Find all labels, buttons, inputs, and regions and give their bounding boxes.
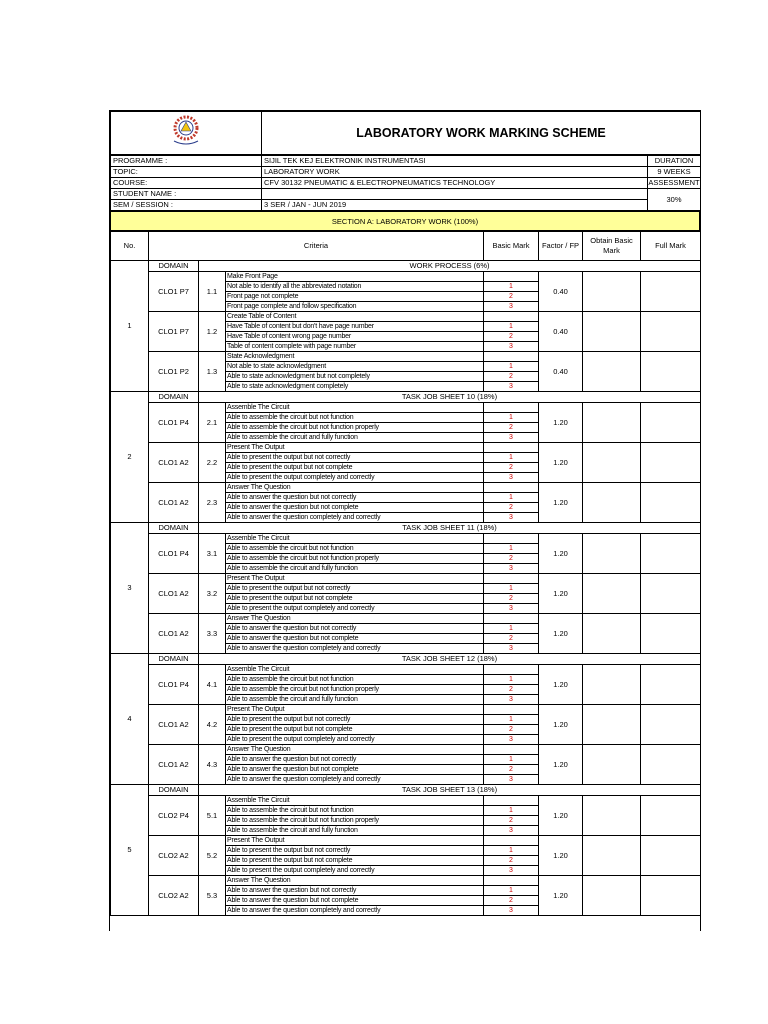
mark-blank	[484, 745, 539, 755]
factor-value: 1.20	[539, 403, 583, 443]
item-number: 5.1	[199, 796, 226, 836]
basic-mark: 1	[484, 886, 539, 896]
domain-title: TASK JOB SHEET 12 (18%)	[199, 654, 701, 665]
factor-value: 1.20	[539, 745, 583, 785]
basic-mark: 2	[484, 594, 539, 604]
info-row	[111, 189, 701, 200]
item-number: 4.1	[199, 665, 226, 705]
obtain-mark-cell[interactable]	[583, 312, 641, 352]
factor-value: 1.20	[539, 443, 583, 483]
criteria-text: Able to present the output but not correctly	[226, 715, 484, 725]
basic-mark: 3	[484, 604, 539, 614]
item-number: 5.3	[199, 876, 226, 916]
full-mark-cell[interactable]	[641, 272, 701, 312]
criteria-heading-row	[111, 352, 701, 362]
criteria-heading: Assemble The Circuit	[226, 534, 484, 544]
criteria-text: Able to assemble the circuit but not function properly	[226, 816, 484, 826]
domain-row	[111, 392, 701, 403]
basic-mark: 3	[484, 382, 539, 392]
criteria-text: Able to assemble the circuit but not function properly	[226, 685, 484, 695]
criteria-text: Able to answer the question but not complete	[226, 634, 484, 644]
criteria-heading: Answer The Question	[226, 745, 484, 755]
criteria-text: Able to present the output but not complete	[226, 725, 484, 735]
domain-title: TASK JOB SHEET 10 (18%)	[199, 392, 701, 403]
clo-code: CLO2 A2	[149, 876, 199, 916]
domain-label: DOMAIN	[149, 654, 199, 665]
item-number: 4.2	[199, 705, 226, 745]
domain-row	[111, 654, 701, 665]
full-mark-cell[interactable]	[641, 614, 701, 654]
clo-code: CLO1 P2	[149, 352, 199, 392]
full-mark-cell[interactable]	[641, 443, 701, 483]
info-label: SEM / SESSION :	[111, 200, 262, 211]
col-no: No.	[111, 232, 149, 261]
obtain-mark-cell[interactable]	[583, 403, 641, 443]
domain-title: WORK PROCESS (6%)	[199, 261, 701, 272]
factor-value: 1.20	[539, 534, 583, 574]
obtain-mark-cell[interactable]	[583, 665, 641, 705]
criteria-text: Able to answer the question completely and correctly	[226, 644, 484, 654]
assessment-value: 30%	[648, 189, 701, 211]
criteria-heading-row	[111, 665, 701, 675]
criteria-text: Able to state acknowledgment but not completely	[226, 372, 484, 382]
criteria-heading-row	[111, 745, 701, 755]
clo-code: CLO1 P4	[149, 403, 199, 443]
mark-blank	[484, 705, 539, 715]
basic-mark: 2	[484, 816, 539, 826]
logo-cell	[111, 112, 262, 155]
criteria-heading: State Acknowledgment	[226, 352, 484, 362]
domain-label: DOMAIN	[149, 392, 199, 403]
basic-mark: 3	[484, 826, 539, 836]
basic-mark: 3	[484, 775, 539, 785]
mark-blank	[484, 796, 539, 806]
basic-mark: 1	[484, 624, 539, 634]
criteria-heading: Answer The Question	[226, 614, 484, 624]
item-number: 2.1	[199, 403, 226, 443]
full-mark-cell[interactable]	[641, 574, 701, 614]
basic-mark: 1	[484, 846, 539, 856]
page-title: LABORATORY WORK MARKING SCHEME	[262, 112, 701, 155]
basic-mark: 2	[484, 685, 539, 695]
criteria-text: Able to assemble the circuit and fully function	[226, 433, 484, 443]
criteria-text: Able to present the output completely and correctly	[226, 866, 484, 876]
info-row	[111, 156, 701, 167]
criteria-text: Able to assemble the circuit but not function	[226, 544, 484, 554]
basic-mark: 3	[484, 564, 539, 574]
info-value: CFV 30132 PNEUMATIC & ELECTROPNEUMATICS TECHNOLOGY	[262, 178, 648, 189]
basic-mark: 1	[484, 675, 539, 685]
factor-value: 0.40	[539, 352, 583, 392]
basic-mark: 2	[484, 725, 539, 735]
mark-blank	[484, 665, 539, 675]
full-mark-cell[interactable]	[641, 312, 701, 352]
basic-mark: 3	[484, 906, 539, 916]
obtain-mark-cell[interactable]	[583, 876, 641, 916]
mark-blank	[484, 483, 539, 493]
col-obtain: Obtain Basic Mark	[583, 232, 641, 261]
full-mark-cell[interactable]	[641, 745, 701, 785]
factor-value: 1.20	[539, 876, 583, 916]
basic-mark: 2	[484, 634, 539, 644]
criteria-heading: Assemble The Circuit	[226, 665, 484, 675]
clo-code: CLO2 A2	[149, 836, 199, 876]
full-mark-cell[interactable]	[641, 796, 701, 836]
col-basic-mark: Basic Mark	[484, 232, 539, 261]
item-number: 2.2	[199, 443, 226, 483]
info-right: DURATION	[648, 156, 701, 167]
criteria-text: Able to assemble the circuit but not function	[226, 806, 484, 816]
group-number: 5	[111, 785, 149, 916]
factor-value: 1.20	[539, 796, 583, 836]
info-label: PROGRAMME :	[111, 156, 262, 167]
factor-value: 1.20	[539, 836, 583, 876]
basic-mark: 3	[484, 695, 539, 705]
obtain-mark-cell[interactable]	[583, 705, 641, 745]
domain-label: DOMAIN	[149, 261, 199, 272]
mark-blank	[484, 403, 539, 413]
basic-mark: 1	[484, 282, 539, 292]
mark-blank	[484, 272, 539, 282]
full-mark-cell[interactable]	[641, 534, 701, 574]
criteria-heading-row	[111, 403, 701, 413]
mark-blank	[484, 876, 539, 886]
factor-value: 0.40	[539, 272, 583, 312]
basic-mark: 2	[484, 554, 539, 564]
info-label: TOPIC:	[111, 167, 262, 178]
criteria-text: Able to answer the question completely and correctly	[226, 906, 484, 916]
info-right: 9 WEEKS	[648, 167, 701, 178]
item-number: 5.2	[199, 836, 226, 876]
mark-blank	[484, 312, 539, 322]
criteria-text: Front page not complete	[226, 292, 484, 302]
group-number: 3	[111, 523, 149, 654]
item-number: 3.2	[199, 574, 226, 614]
full-mark-cell[interactable]	[641, 876, 701, 916]
item-number: 4.3	[199, 745, 226, 785]
mark-blank	[484, 836, 539, 846]
criteria-text: Able to present the output but not complete	[226, 463, 484, 473]
basic-mark: 2	[484, 372, 539, 382]
marking-scheme-sheet	[109, 110, 701, 931]
info-right: ASSESSMENT	[648, 178, 700, 187]
mark-blank	[484, 443, 539, 453]
obtain-mark-cell[interactable]	[583, 272, 641, 312]
mark-blank	[484, 352, 539, 362]
criteria-text: Table of content complete with page number	[226, 342, 484, 352]
criteria-text: Able to present the output completely and correctly	[226, 473, 484, 483]
domain-title: TASK JOB SHEET 13 (18%)	[199, 785, 701, 796]
item-number: 1.1	[199, 272, 226, 312]
criteria-text: Able to answer the question but not complete	[226, 765, 484, 775]
criteria-text: Able to answer the question but not correctly	[226, 493, 484, 503]
basic-mark: 3	[484, 644, 539, 654]
clo-code: CLO1 A2	[149, 483, 199, 523]
factor-value: 0.40	[539, 312, 583, 352]
basic-mark: 1	[484, 584, 539, 594]
basic-mark: 2	[484, 856, 539, 866]
criteria-text: Able to answer the question but not complete	[226, 896, 484, 906]
clo-code: CLO1 A2	[149, 614, 199, 654]
criteria-text: Able to assemble the circuit and fully function	[226, 695, 484, 705]
criteria-text: Able to present the output but not correctly	[226, 453, 484, 463]
criteria-heading: Assemble The Circuit	[226, 796, 484, 806]
criteria-heading: Answer The Question	[226, 876, 484, 886]
info-table	[110, 155, 701, 211]
clo-code: CLO1 P7	[149, 312, 199, 352]
info-value	[262, 189, 648, 200]
domain-row	[111, 523, 701, 534]
clo-code: CLO1 P4	[149, 534, 199, 574]
full-mark-cell[interactable]	[641, 483, 701, 523]
criteria-text: Able to assemble the circuit but not function	[226, 675, 484, 685]
criteria-text: Able to answer the question but not correctly	[226, 624, 484, 634]
criteria-text: Able to assemble the circuit but not function	[226, 413, 484, 423]
criteria-text: Able to answer the question but not correctly	[226, 755, 484, 765]
basic-mark: 2	[484, 423, 539, 433]
basic-mark: 2	[484, 332, 539, 342]
criteria-text: Able to answer the question but not complete	[226, 503, 484, 513]
basic-mark: 2	[484, 896, 539, 906]
basic-mark: 1	[484, 715, 539, 725]
criteria-text: Able to present the output but not complete	[226, 856, 484, 866]
obtain-mark-cell[interactable]	[583, 443, 641, 483]
domain-row	[111, 261, 701, 272]
criteria-text: Able to answer the question but not correctly	[226, 886, 484, 896]
criteria-heading-row	[111, 836, 701, 846]
clo-code: CLO1 A2	[149, 705, 199, 745]
col-full-mark: Full Mark	[641, 232, 701, 261]
criteria-text: Able to assemble the circuit but not function properly	[226, 423, 484, 433]
basic-mark: 3	[484, 342, 539, 352]
criteria-heading: Make Front Page	[226, 272, 484, 282]
mark-blank	[484, 534, 539, 544]
criteria-text: Able to present the output but not complete	[226, 594, 484, 604]
basic-mark: 3	[484, 866, 539, 876]
factor-value: 1.20	[539, 665, 583, 705]
basic-mark: 3	[484, 513, 539, 523]
clo-code: CLO1 A2	[149, 574, 199, 614]
criteria-heading: Present The Output	[226, 443, 484, 453]
clo-code: CLO1 A2	[149, 443, 199, 483]
criteria-heading: Present The Output	[226, 574, 484, 584]
info-label: COURSE:	[111, 178, 262, 189]
obtain-mark-cell[interactable]	[583, 614, 641, 654]
basic-mark: 3	[484, 735, 539, 745]
basic-mark: 1	[484, 755, 539, 765]
criteria-text: Able to assemble the circuit and fully function	[226, 564, 484, 574]
obtain-mark-cell[interactable]	[583, 352, 641, 392]
info-row	[111, 167, 701, 178]
criteria-text: Have Table of content but don't have page number	[226, 322, 484, 332]
basic-mark: 2	[484, 765, 539, 775]
factor-value: 1.20	[539, 705, 583, 745]
item-number: 1.2	[199, 312, 226, 352]
info-row	[111, 178, 701, 189]
criteria-heading-row	[111, 796, 701, 806]
full-mark-cell[interactable]	[641, 665, 701, 705]
criteria-heading-row	[111, 574, 701, 584]
section-table	[110, 211, 700, 231]
item-number: 3.1	[199, 534, 226, 574]
info-value: LABORATORY WORK	[262, 167, 648, 178]
criteria-text: Not able to state acknowledgment	[226, 362, 484, 372]
criteria-heading-row	[111, 312, 701, 322]
info-value: 3 SER / JAN - JUN 2019	[262, 200, 648, 211]
basic-mark: 2	[484, 503, 539, 513]
header-table	[110, 111, 701, 155]
marking-table	[110, 231, 701, 916]
col-criteria: Criteria	[149, 232, 484, 261]
factor-value: 1.20	[539, 574, 583, 614]
factor-value: 1.20	[539, 614, 583, 654]
section-title: SECTION A: LABORATORY WORK (100%)	[111, 212, 700, 231]
info-row	[111, 200, 701, 211]
group-number: 4	[111, 654, 149, 785]
mark-blank	[484, 614, 539, 624]
domain-label: DOMAIN	[149, 523, 199, 534]
criteria-heading-row	[111, 443, 701, 453]
info-value: SIJIL TEK KEJ ELEKTRONIK INSTRUMENTASI	[262, 156, 648, 167]
basic-mark: 3	[484, 433, 539, 443]
item-number: 3.3	[199, 614, 226, 654]
criteria-heading-row	[111, 534, 701, 544]
criteria-text: Able to present the output but not correctly	[226, 846, 484, 856]
basic-mark: 1	[484, 806, 539, 816]
basic-mark: 1	[484, 322, 539, 332]
criteria-heading: Create Table of Content	[226, 312, 484, 322]
criteria-text: Have Table of content wrong page number	[226, 332, 484, 342]
clo-code: CLO2 P4	[149, 796, 199, 836]
basic-mark: 1	[484, 544, 539, 554]
obtain-mark-cell[interactable]	[583, 483, 641, 523]
basic-mark: 1	[484, 493, 539, 503]
col-factor: Factor / FP	[539, 232, 583, 261]
criteria-text: Able to present the output completely and correctly	[226, 604, 484, 614]
domain-title: TASK JOB SHEET 11 (18%)	[199, 523, 701, 534]
group-number: 2	[111, 392, 149, 523]
criteria-text: Not able to identify all the abbreviated notation	[226, 282, 484, 292]
criteria-text: Able to present the output completely and correctly	[226, 735, 484, 745]
criteria-text: Able to assemble the circuit and fully function	[226, 826, 484, 836]
item-number: 2.3	[199, 483, 226, 523]
basic-mark: 2	[484, 463, 539, 473]
criteria-heading-row	[111, 705, 701, 715]
obtain-mark-cell[interactable]	[583, 796, 641, 836]
criteria-text: Able to present the output but not correctly	[226, 584, 484, 594]
domain-row	[111, 785, 701, 796]
group-number: 1	[111, 261, 149, 392]
basic-mark: 3	[484, 473, 539, 483]
item-number: 1.3	[199, 352, 226, 392]
criteria-text: Able to assemble the circuit but not function properly	[226, 554, 484, 564]
criteria-heading-row	[111, 614, 701, 624]
criteria-heading: Assemble The Circuit	[226, 403, 484, 413]
basic-mark: 1	[484, 453, 539, 463]
factor-value: 1.20	[539, 483, 583, 523]
criteria-heading-row	[111, 483, 701, 493]
full-mark-cell[interactable]	[641, 352, 701, 392]
clo-code: CLO1 A2	[149, 745, 199, 785]
criteria-text: Able to state acknowledgment completely	[226, 382, 484, 392]
institution-logo-icon	[166, 114, 206, 148]
obtain-mark-cell[interactable]	[583, 534, 641, 574]
criteria-text: Able to answer the question completely and correctly	[226, 775, 484, 785]
full-mark-cell[interactable]	[641, 403, 701, 443]
obtain-mark-cell[interactable]	[583, 836, 641, 876]
criteria-heading: Answer The Question	[226, 483, 484, 493]
basic-mark: 1	[484, 362, 539, 372]
basic-mark: 3	[484, 302, 539, 312]
obtain-mark-cell[interactable]	[583, 574, 641, 614]
mark-blank	[484, 574, 539, 584]
full-mark-cell[interactable]	[641, 836, 701, 876]
basic-mark: 1	[484, 413, 539, 423]
full-mark-cell[interactable]	[641, 705, 701, 745]
criteria-text: Front page complete and follow specification	[226, 302, 484, 312]
criteria-heading: Present The Output	[226, 836, 484, 846]
domain-label: DOMAIN	[149, 785, 199, 796]
clo-code: CLO1 P4	[149, 665, 199, 705]
info-label: STUDENT NAME :	[111, 189, 262, 200]
basic-mark: 2	[484, 292, 539, 302]
criteria-heading-row	[111, 272, 701, 282]
clo-code: CLO1 P7	[149, 272, 199, 312]
criteria-heading: Present The Output	[226, 705, 484, 715]
criteria-heading-row	[111, 876, 701, 886]
criteria-text: Able to answer the question completely and correctly	[226, 513, 484, 523]
obtain-mark-cell[interactable]	[583, 745, 641, 785]
